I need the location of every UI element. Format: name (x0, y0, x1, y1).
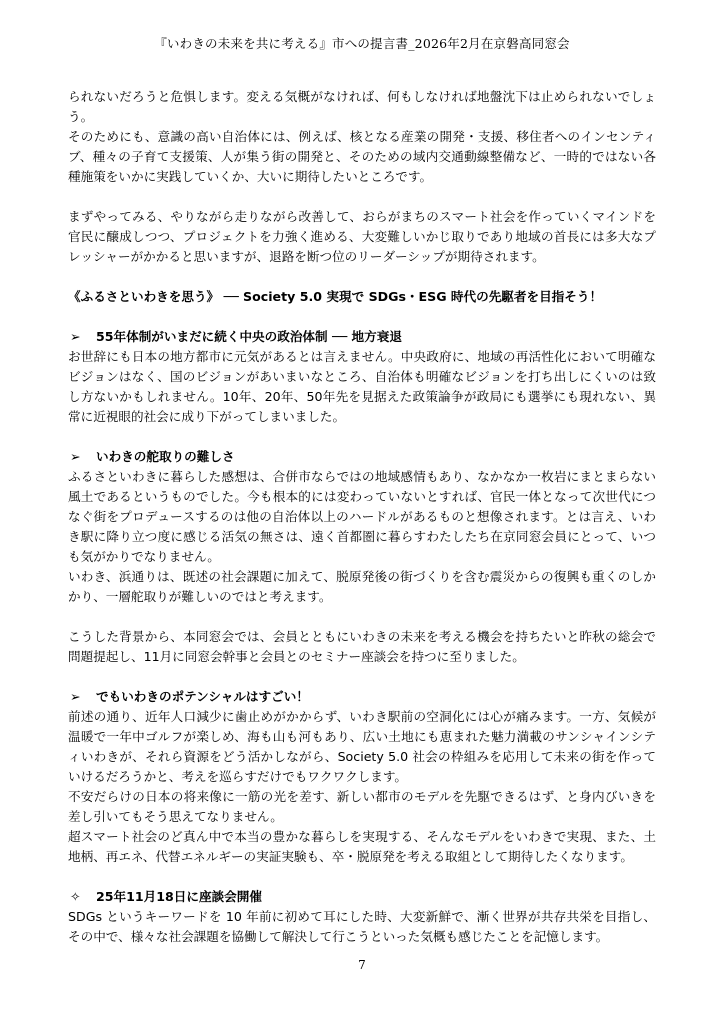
arrow-bullet-icon: ➢ (70, 329, 81, 344)
paragraph: 不安だらけの日本の将来像に一筋の光を差す、新しい都市のモデルを先駆できるはず、と身内びいきを差し引いてもそう思えてなりません。 (68, 789, 656, 824)
heading-text: でもいわきのポテンシャルはすごい！ (96, 689, 309, 704)
arrow-bullet-icon: ➢ (70, 689, 81, 704)
section-heading (68, 447, 656, 467)
arrow-bullet-icon: ➢ (70, 449, 81, 464)
paragraph: られないだろうと危惧します。変える気概がなければ、何もしなければ地盤沈下は止められないでしょう。 (68, 89, 656, 124)
paragraph: そのためにも、意識の高い自治体には、例えば、核となる産業の開発・支援、移住者へのインセンティブ、種々の子育て支援策、人が集う街の開発と、そのための域内交通動線整備など、一時的ではない各種施策をいかに実践していくか、大いに期待したいところです。 (68, 129, 656, 184)
page-header: 『いわきの未来を共に考える』市への提言書_2026年2月在京磐高同窓会 (154, 36, 570, 51)
heading-text: いわきの舵取りの難しさ (96, 449, 235, 464)
document-body (68, 87, 656, 947)
diamond-star-bullet-icon: ✧ (70, 889, 81, 904)
section-heading (68, 327, 656, 347)
section-heading (68, 687, 656, 707)
heading-text: 25年11月18日に座談会開催 (96, 889, 262, 904)
paragraph: SDGs というキーワードを 10 年前に初めて耳にした時、大変新鮮で、漸く世界が共存共栄を目指し、その中で、様々な社会課題を協働して解決して行こうといった気概も感じたことを記憶します。 (68, 909, 656, 944)
paragraph: 前述の通り、近年人口減少に歯止めがかからず、いわき駅前の空洞化には心が痛みます。一方、気候が温暖で一年中ゴルフが楽しめ、海も山も河もあり、広い土地にも恵まれた魅力満載のサンシャインシティいわきが、それら資源をどう活かしながら、Society 5.0 社会の枠組みを応用して未来の街を作っていけるだろうかと、考えを巡らすだけでもワクワクします。 (68, 709, 656, 784)
paragraph: いわき、浜通りは、既述の社会課題に加えて、脱原発後の街づくりを含む震災からの復興も重くのしかかり、一層舵取りが難しいのではと考えます。 (68, 569, 656, 604)
paragraph: まずやってみる、やりながら走りながら改善して、おらがまちのスマート社会を作っていくマインドを官民に醸成しつつ、プロジェクトを力強く進める、大変難しいかじ取りであり地域の首長には多大なプレッシャーがかかると思いますが、退路を断つ位のリーダーシップが期待されます。 (68, 209, 656, 264)
heading-text: 55年体制がいまだに続く中央の政治体制 ── 地方衰退 (96, 329, 402, 344)
section-title: 《ふるさといわきを思う》 ── Society 5.0 実現で SDGs・ESG 時代の先駆者を目指そう！ (68, 289, 603, 304)
paragraph: お世辞にも日本の地方都市に元気があるとは言えません。中央政府に、地域の再活性化において明確なビジョンはなく、国のビジョンがあいまいなところ、自治体も明確なビジョンを打ち出しにくいのは致し方ないかもしれません。10年、20年、50年先を見据えた政策論争が政局にも選挙にも現れない、異常に近視眼的社会に成り下がってしまいました。 (68, 349, 656, 424)
page-number: 7 (358, 958, 366, 972)
section-heading (68, 887, 656, 907)
paragraph: 超スマート社会のど真ん中で本当の豊かな暮らしを実現する、そんなモデルをいわきで実現、また、土地柄、再エネ、代替エネルギーの実証実験も、卒・脱原発を考える取組として期待したくなります。 (68, 829, 656, 864)
paragraph: ふるさといわきに暮らした感想は、合併市ならではの地域感情もあり、なかなか一枚岩にまとまらない風土であるというものでした。今も根本的には変わっていないとすれば、官民一体となって次世代につなぐ街をプロデュースするのは他の自治体以上のハードルがあるものと想像されます。とは言え、いわき駅に降り立つ度に感じる活気の無さは、遠く首都圏に暮らすわたしたち在京同窓会員にとって、いつも気がかりでなりません。 (68, 469, 656, 564)
paragraph: こうした背景から、本同窓会では、会員とともにいわきの未来を考える機会を持ちたいと昨秋の総会で問題提起し、11月に同窓会幹事と会員とのセミナー座談会を持つに至りました。 (68, 629, 656, 664)
